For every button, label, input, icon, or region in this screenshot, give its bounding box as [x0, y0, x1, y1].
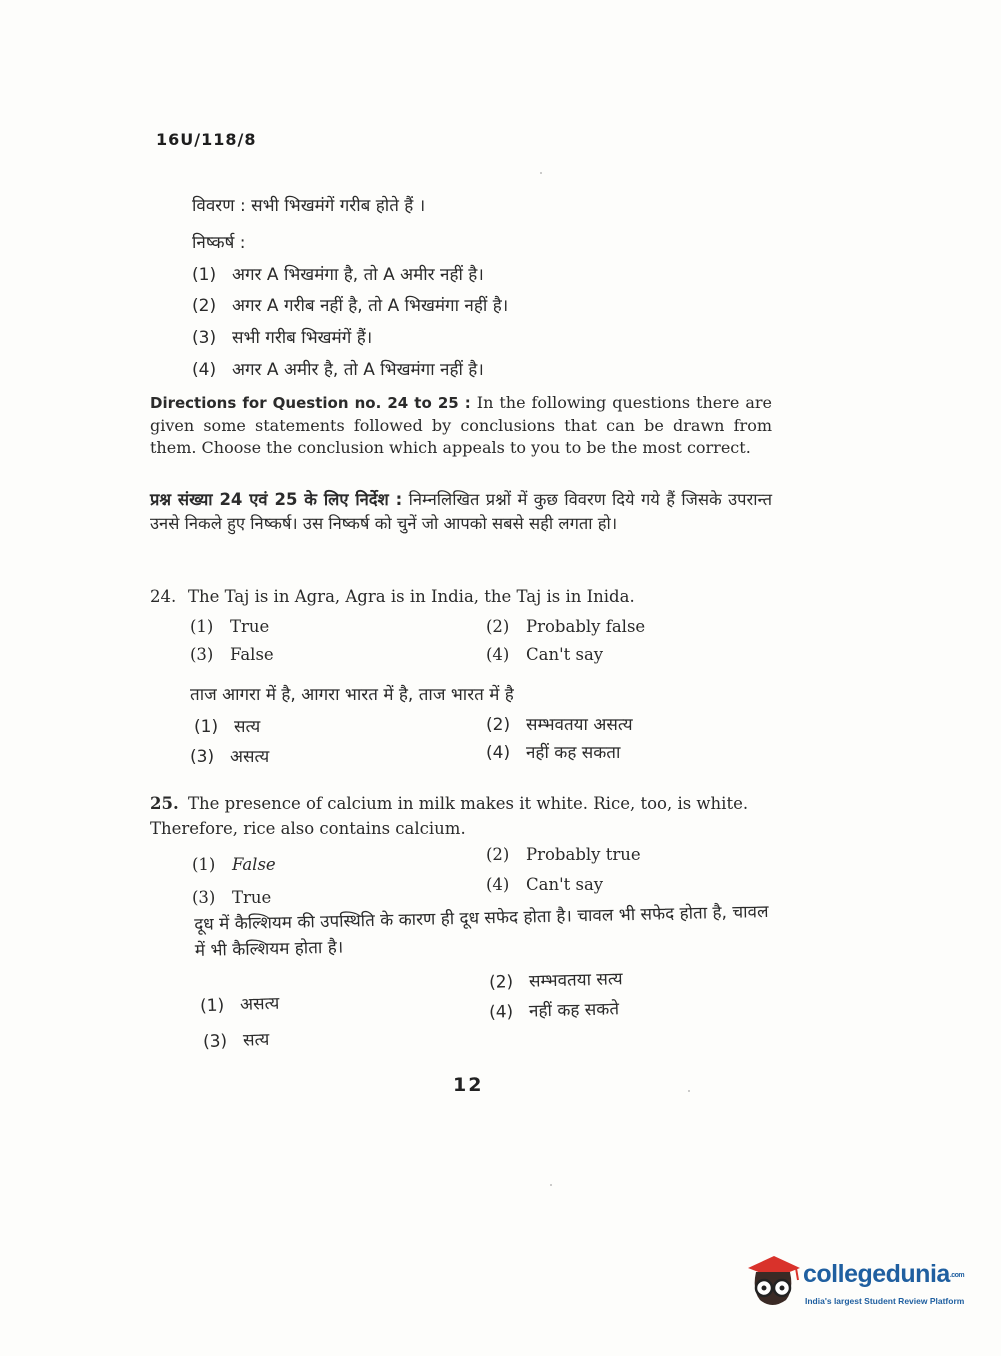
- q25-option-1: [192, 855, 276, 874]
- q23-option-1: [192, 262, 484, 285]
- option-text: False: [232, 855, 276, 874]
- option-number: (2): [192, 296, 217, 316]
- option-number: (1): [199, 995, 225, 1017]
- scan-speck: [688, 1090, 690, 1092]
- brand-text: collegedunia: [803, 1260, 950, 1288]
- scan-speck: [550, 1184, 552, 1186]
- q23-statement-hi: विवरण : सभी भिखमंगें गरीब होते हैं ।: [192, 196, 426, 216]
- question-text: The Taj is in Agra, Agra is in India, the Taj is in Inida.: [188, 587, 635, 606]
- directions-body: In the following questions there are given some statements followed by conclusions that can be drawn from them. Choose the conclusion which appeals to you to be the most correct.: [150, 393, 772, 457]
- option-number: (2): [486, 617, 510, 636]
- option-number: (2): [488, 972, 514, 993]
- option-text: Can't say: [526, 875, 604, 894]
- option-text: अगर A अमीर है, तो A भिखमंगा नहीं है।: [232, 360, 484, 380]
- q23-option-4: [192, 357, 484, 380]
- question-number: 24.: [150, 587, 177, 606]
- option-text: False: [230, 645, 274, 664]
- question-text: The presence of calcium in milk makes it white. Rice, too, is white. Therefore, rice also contains calcium.: [150, 794, 749, 838]
- option-text: असत्य: [230, 747, 270, 767]
- option-number: (2): [486, 715, 511, 735]
- q24-option-hi-4: [486, 740, 620, 763]
- q24-option-4: [486, 645, 603, 664]
- q25-option-hi-2: [489, 966, 623, 992]
- option-number: (4): [488, 1002, 514, 1023]
- q24-question: [150, 587, 635, 606]
- option-number: (4): [486, 645, 510, 664]
- option-text: अगर A गरीब नहीं है, तो A भिखमंगा नहीं है।: [232, 296, 509, 316]
- option-text: Can't say: [526, 645, 604, 664]
- q25-option-hi-1: [200, 991, 280, 1017]
- option-number: (1): [194, 717, 219, 737]
- option-number: (4): [486, 875, 510, 894]
- q24-option-3: [190, 645, 274, 664]
- option-text: Probably true: [526, 845, 641, 864]
- q24-option-hi-3: [190, 744, 269, 767]
- option-number: (1): [190, 617, 214, 636]
- brand-tagline: India's largest Student Review Platform: [805, 1296, 965, 1306]
- q24-question-hi: ताज आगरा में है, आगरा भारत में है, ताज भारत में है: [190, 685, 514, 705]
- directions-hindi: [150, 488, 772, 536]
- option-text: नहीं कह सकते: [528, 999, 620, 1022]
- option-text: सभी गरीब भिखमंगें हैं।: [232, 328, 373, 348]
- option-number: (3): [190, 747, 215, 767]
- q23-option-3: [192, 325, 372, 348]
- directions-body-hi: निम्नलिखित प्रश्नों में कुछ विवरण दिये गये हैं जिसके उपरान्त उनसे निकले हुए निष्कर्ष। उस निष्कर्ष को चुनें जो आपको सबसे सही लगता हो।: [150, 490, 772, 533]
- q25-option-3: [192, 888, 271, 907]
- option-text: नहीं कह सकता: [526, 743, 621, 763]
- option-text: सम्भवतया असत्य: [526, 715, 633, 735]
- directions-english: [150, 392, 772, 460]
- collegedunia-mascot-icon: [742, 1250, 804, 1312]
- q24-option-hi-1: [194, 714, 260, 737]
- q25-question-hi: दूध में कैल्शियम की उपस्थिति के कारण ही दूध सफेद होता है। चावल भी सफेद होता है, चावल में भी कैल्शियम होता है।: [194, 901, 769, 961]
- q24-option-hi-2: [486, 712, 633, 735]
- option-text: असत्य: [239, 993, 280, 1015]
- brand-suffix: .com: [949, 1271, 965, 1279]
- q25-option-hi-4: [489, 996, 620, 1022]
- q25-question: [150, 791, 772, 841]
- option-text: सम्भवतया सत्य: [528, 969, 623, 992]
- option-number: (4): [192, 360, 217, 380]
- option-text: अगर A भिखमंगा है, तो A अमीर नहीं है।: [232, 265, 484, 285]
- page-number: 12: [453, 1074, 484, 1096]
- q25-option-4: [486, 875, 603, 894]
- paper-code: 16U/118/8: [156, 130, 257, 149]
- option-number: (2): [486, 845, 510, 864]
- option-number: (3): [190, 645, 214, 664]
- directions-heading-hi: प्रश्न संख्या 24 एवं 25 के लिए निर्देश :: [150, 490, 403, 509]
- q24-option-2: [486, 617, 645, 636]
- q25-option-2: [486, 845, 641, 864]
- directions-heading: Directions for Question no. 24 to 25 :: [150, 394, 471, 412]
- scan-speck: [540, 172, 542, 174]
- option-number: (3): [192, 328, 217, 348]
- option-number: (4): [486, 743, 511, 763]
- option-number: (3): [202, 1031, 228, 1053]
- brand-name: [803, 1260, 964, 1289]
- option-number: (1): [192, 855, 216, 874]
- option-number: (3): [192, 888, 216, 907]
- q23-conclusion-label: निष्कर्ष :: [192, 233, 246, 253]
- option-text: सत्य: [234, 717, 261, 737]
- option-text: सत्य: [242, 1029, 270, 1051]
- option-text: True: [230, 617, 270, 636]
- q24-option-1: [190, 617, 269, 636]
- option-text: True: [232, 888, 272, 907]
- option-number: (1): [192, 265, 217, 285]
- option-text: Probably false: [526, 617, 646, 636]
- question-number: 25.: [150, 794, 179, 813]
- q25-option-hi-3: [203, 1027, 270, 1052]
- q23-option-2: [192, 293, 508, 316]
